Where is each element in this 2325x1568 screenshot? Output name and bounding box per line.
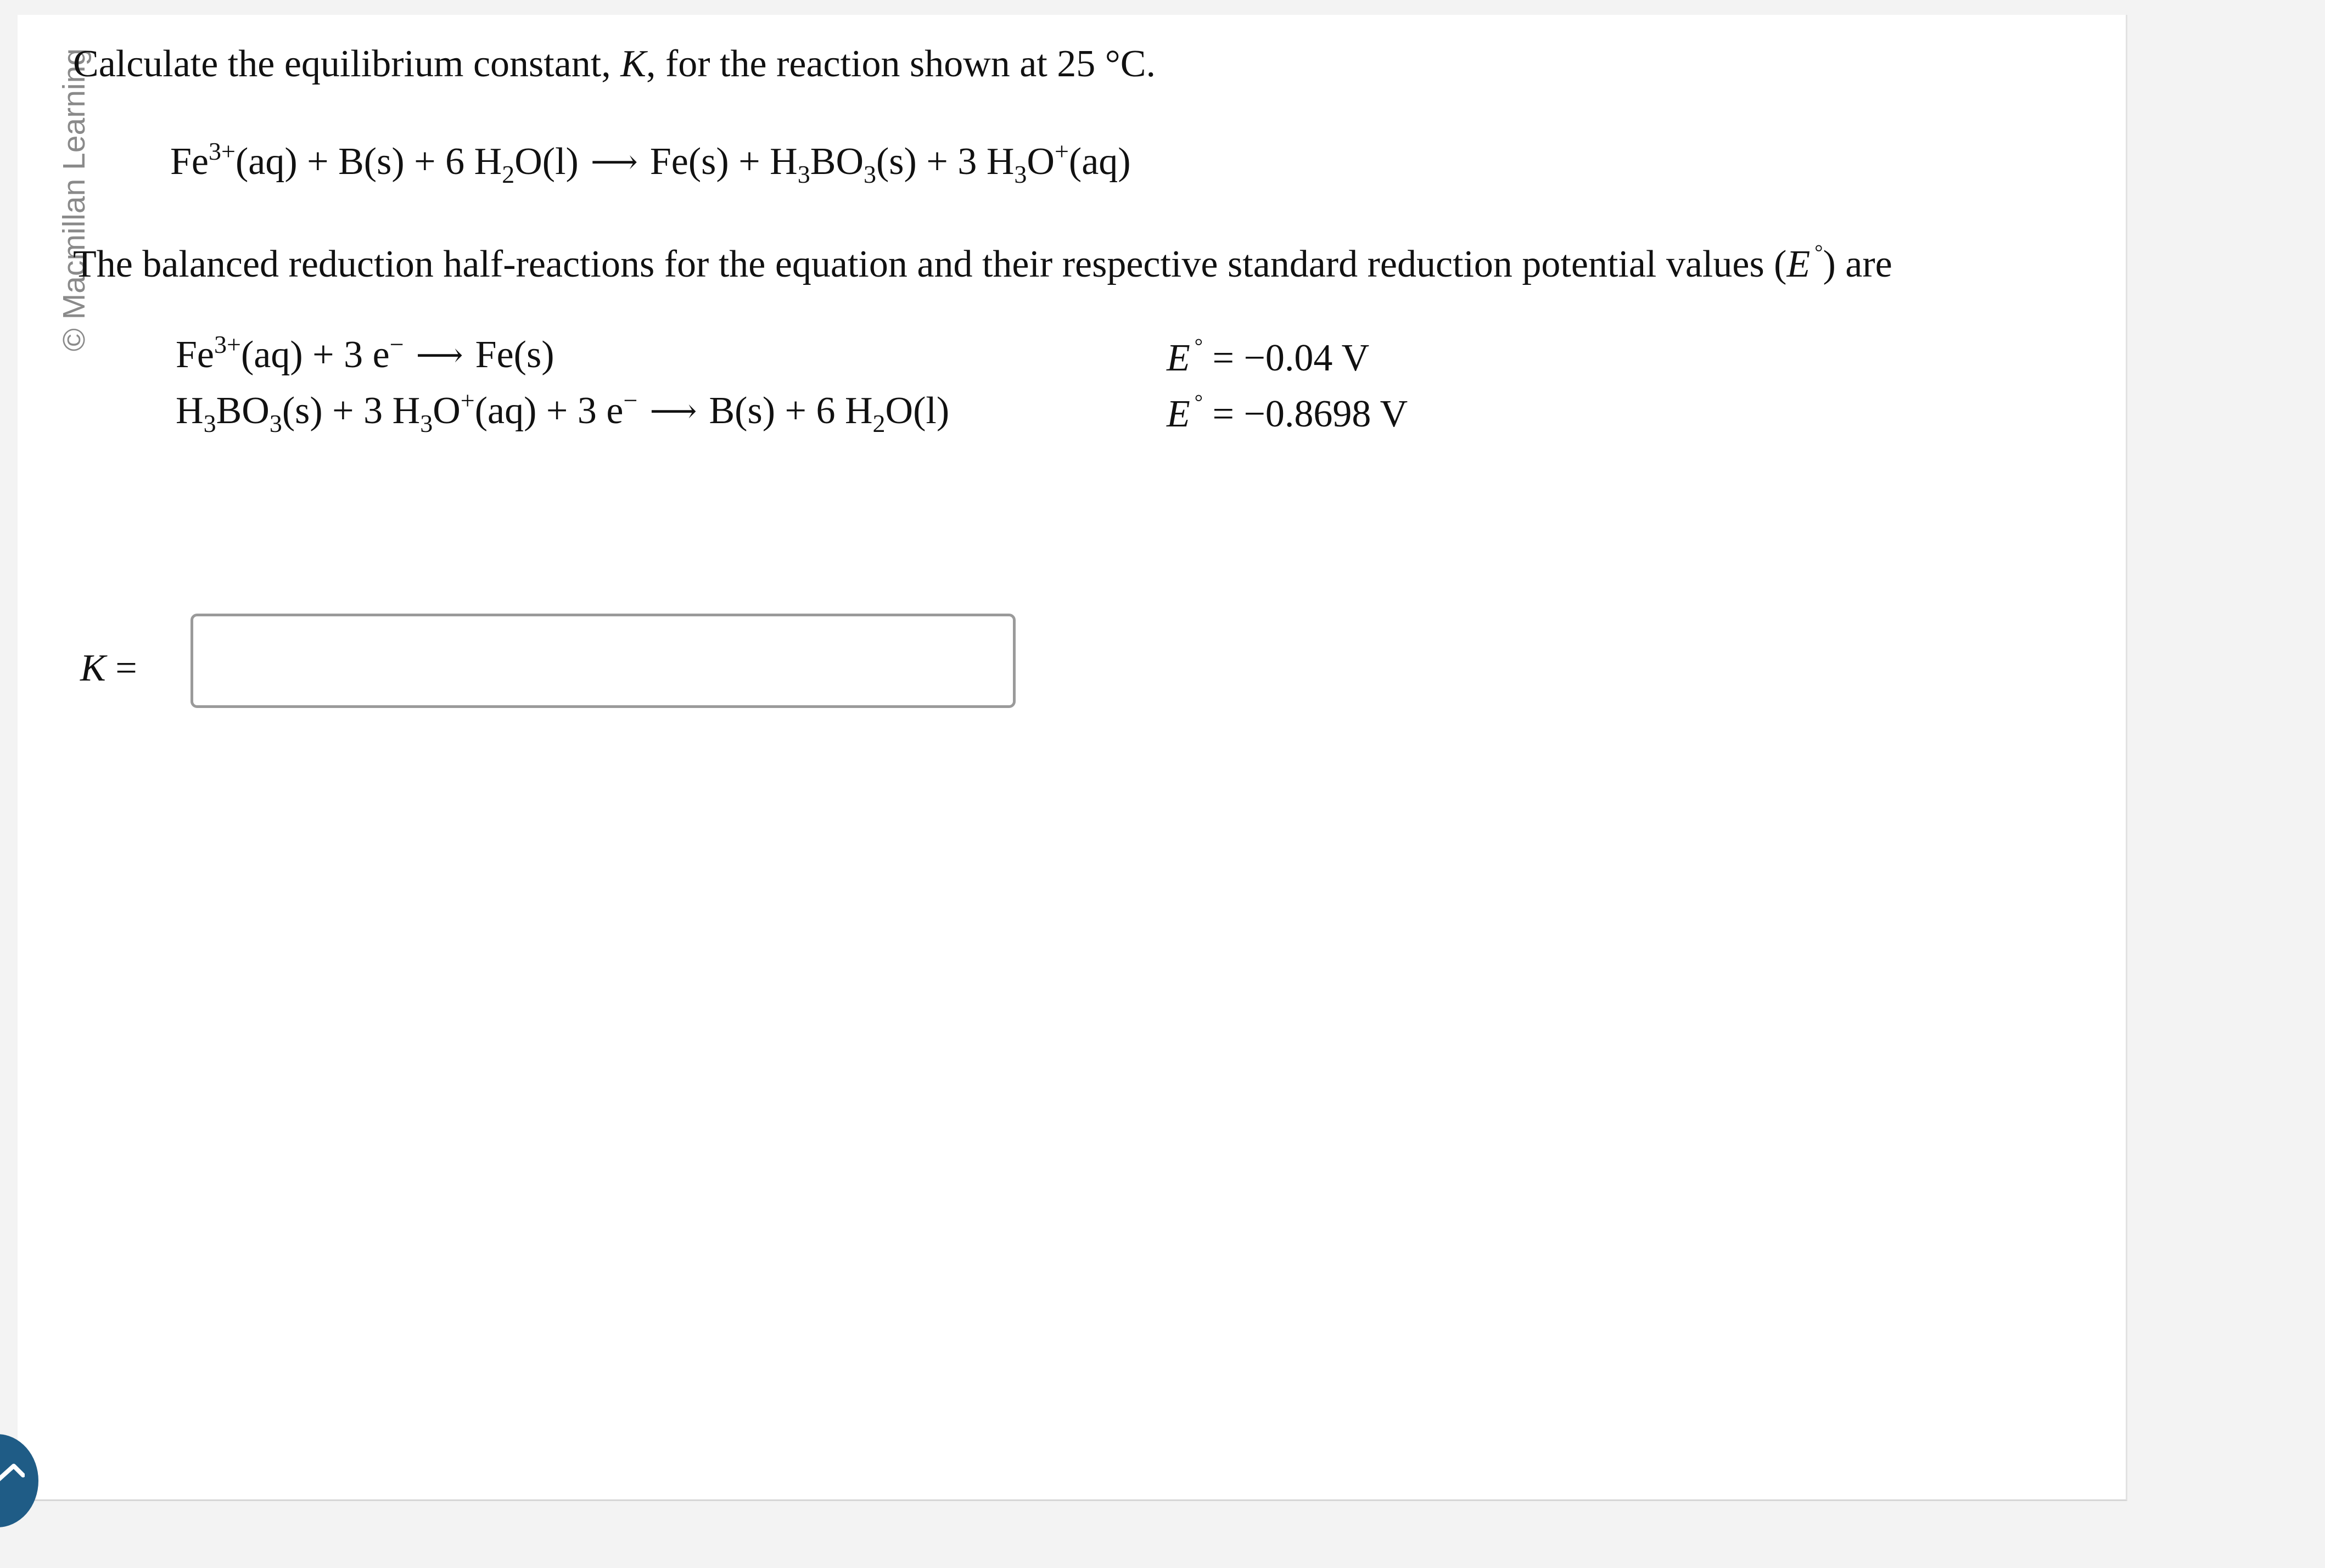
overall-h2o-subscript: 2: [502, 160, 515, 188]
question-prompt: [73, 45, 1156, 83]
overall-h3o-subscript: 3: [1014, 160, 1027, 188]
half1-charge: 3+: [214, 330, 241, 358]
half-reaction-1: [176, 330, 554, 376]
copyright-watermark: © Macmillan Learning: [57, 48, 92, 352]
half1-arrow-icon: ⟶: [416, 337, 463, 373]
potential1-e-symbol: E: [1167, 337, 1190, 379]
half1-electron-charge: −: [389, 330, 404, 358]
half-reaction-intro: [73, 242, 1892, 284]
intro-e-symbol: E: [1786, 243, 1811, 285]
half2-sub4: 2: [872, 409, 886, 437]
half2-right-side: B(s) + 6 H: [709, 390, 873, 432]
half2-right-end: O(l): [885, 390, 950, 432]
overall-h3bo3-h-subscript: 3: [797, 160, 810, 188]
potential-1: [1167, 336, 1369, 378]
question-card: [18, 15, 2127, 1501]
potential-2: [1167, 392, 1408, 434]
half2-middle: (s) + 3 H: [282, 390, 421, 432]
half2-sub2: 3: [269, 409, 282, 437]
half2-bo: BO: [216, 390, 270, 432]
half2-arrow-icon: ⟶: [649, 393, 697, 429]
potential2-degree-symbol: °: [1194, 391, 1203, 414]
k-answer-input[interactable]: [191, 614, 1016, 708]
potential2-e-symbol: E: [1167, 393, 1190, 435]
overall-o: O: [1027, 140, 1055, 183]
half2-left-end: (aq) + 3 e: [474, 390, 624, 432]
overall-products-part3: (aq): [1068, 140, 1131, 183]
half-reaction-2: [176, 386, 950, 437]
prompt-text-end: , for the reaction shown at 25 °C.: [646, 43, 1156, 85]
half2-electron-charge: −: [623, 386, 638, 414]
half-reaction-intro-end: ) are: [1823, 243, 1892, 285]
half-reaction-intro-start: The balanced reduction half-reactions for the equation and their respective standard reduction potential values (: [73, 243, 1787, 285]
k-answer-label: [80, 649, 137, 688]
overall-h3bo3-o-subscript: 3: [864, 160, 876, 188]
half1-species: Fe: [176, 334, 214, 376]
overall-h3o-charge: +: [1054, 137, 1069, 165]
half2-sub1: 3: [203, 409, 216, 437]
half2-o: O: [433, 390, 461, 432]
overall-fe-charge: 3+: [209, 137, 236, 165]
potential2-value: = −0.8698 V: [1212, 393, 1408, 435]
overall-reactants: (aq) + B(s) + 6 H: [235, 140, 502, 183]
potential1-degree-symbol: °: [1194, 335, 1203, 358]
overall-bo: BO: [810, 140, 864, 183]
chevron-up-icon: [0, 1462, 25, 1500]
overall-water-state: O(l): [514, 140, 579, 183]
overall-products-part1: Fe(s) + H: [649, 140, 798, 183]
prompt-text-start: Calculate the equilibrium constant,: [73, 43, 621, 85]
half1-left-side: (aq) + 3 e: [240, 334, 390, 376]
reaction-arrow-icon: ⟶: [590, 144, 638, 180]
overall-products-part2: (s) + 3 H: [876, 140, 1015, 183]
degree-symbol: °: [1814, 241, 1823, 264]
overall-fe: Fe: [170, 140, 209, 183]
prompt-k-symbol: K: [620, 43, 646, 85]
half2-species: H: [176, 390, 204, 432]
half1-right-side: Fe(s): [475, 334, 554, 376]
k-symbol: K: [80, 647, 106, 689]
potential1-value: = −0.04 V: [1212, 337, 1370, 379]
half2-sub3: 3: [420, 409, 433, 437]
k-equals: =: [105, 647, 137, 689]
half2-hydronium-charge: +: [460, 386, 475, 414]
overall-reaction-equation: [170, 137, 1131, 188]
